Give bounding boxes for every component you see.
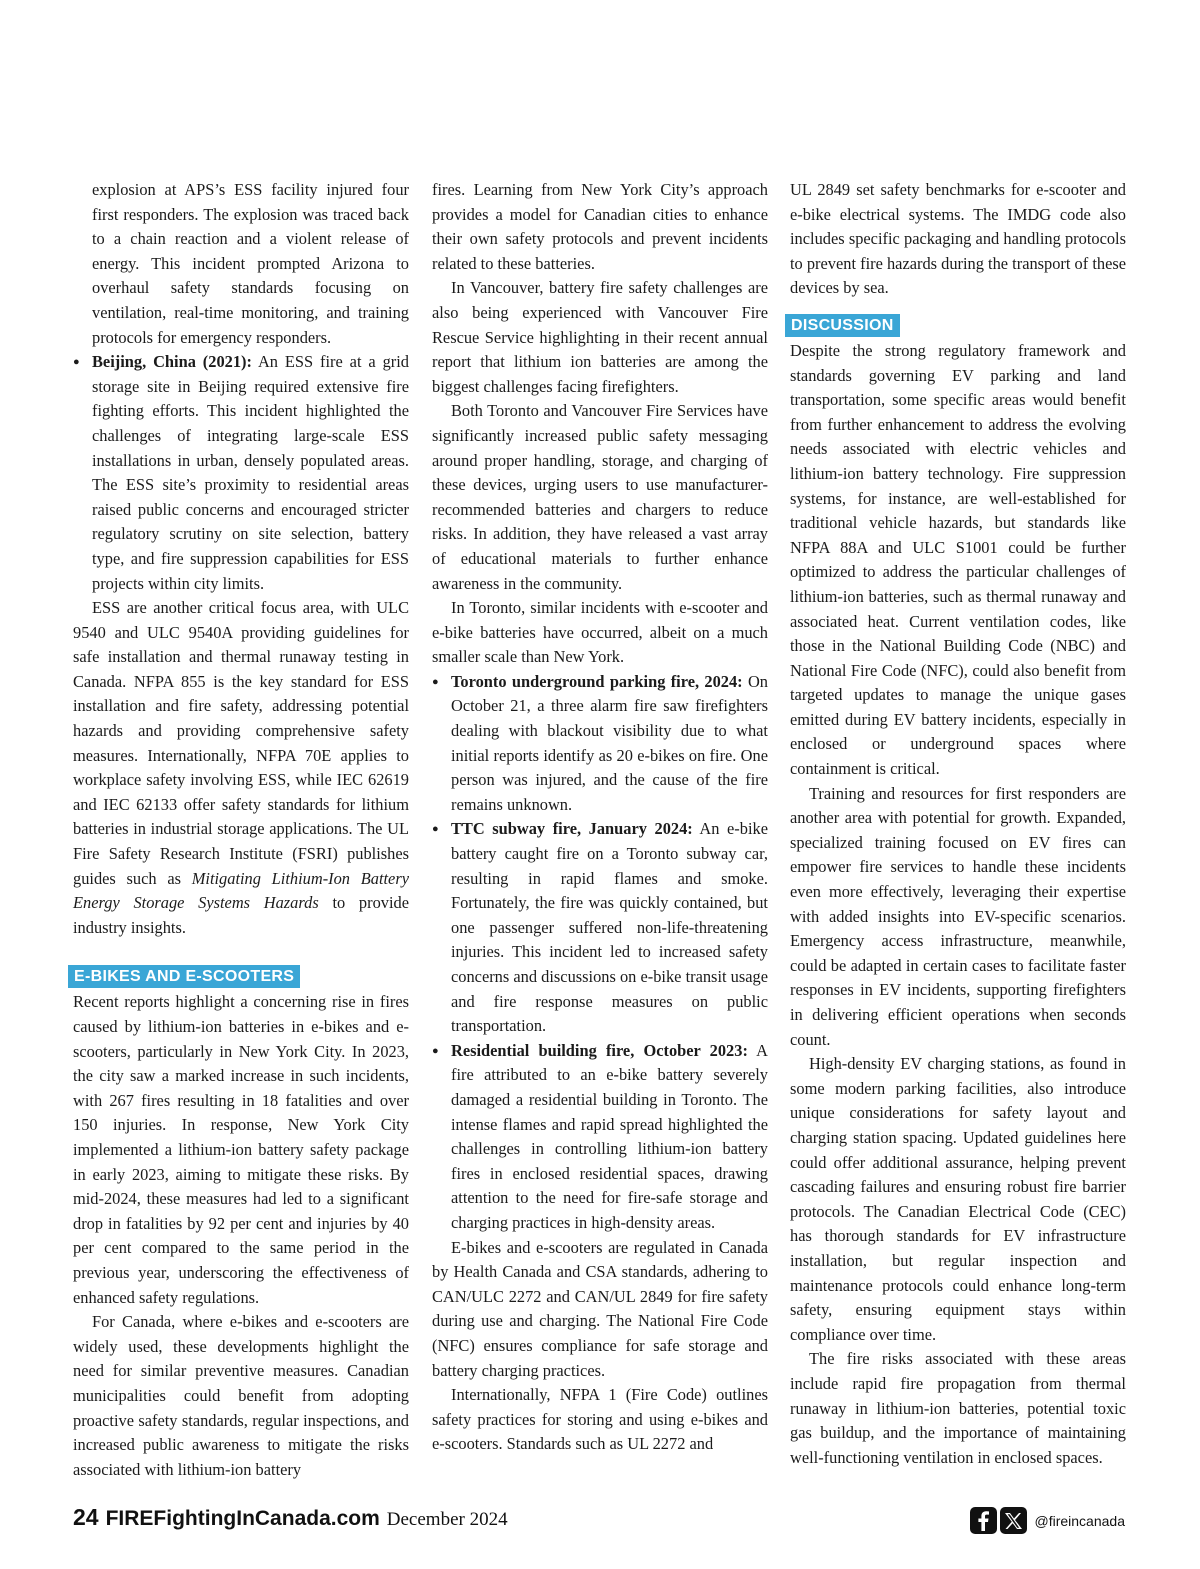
paragraph: For Canada, where e-bikes and e-scooters are widely used, these developments highlight the need for similar preventive measures. Canadian municipalities could benefit from adopting proactive safety standards, regular inspections, and increased public awareness to mitigate the risks associated with lithium-ion battery: [73, 1312, 409, 1479]
list-item-text: A fire attributed to an e-bike battery severely damaged a residential building in Toronto. The intense flames and rapid spread highlighted the challenges in controlling lithium-ion battery fires in enclosed residential spaces, drawing attention to the need for fire-safe storage and charging practices in high-density areas.: [451, 1040, 769, 1232]
paragraph: E-bikes and e-scooters are regulated in Canada by Health Canada and CSA standards, adhering to CAN/ULC 2272 and CAN/UL 2849 for fire safety during use and charging. The National Fire Code (NFC) ensures compliance for safe storage and battery charging practices.: [432, 1237, 768, 1380]
paragraph: Training and resources for first responders are another area with potential for growth. Expanded, specialized training focused on EV fires can empower fire services to handle these incidents even more effectively, leveraging their expertise with added insights into EV-specific scenarios. Emergency access infrastructure, meanwhile, could be adapted in certain cases to facilitate faster responses in EV incidents, supporting firefighters in delivering efficient operations when seconds count.: [790, 783, 1126, 1049]
column-1: [73, 178, 409, 1482]
incident-list: [73, 350, 409, 596]
paragraph: explosion at APS’s ESS facility injured four first responders. The explosion was traced back to a chain reaction and a violent release of energy. This incident prompted Arizona to overhaul safety standards focusing on ventilation, real-time monitoring, and training protocols for emergency responders.: [92, 180, 409, 347]
section-heading: E-BIKES AND E-SCOOTERS: [68, 965, 300, 988]
paragraph: UL 2849 set safety benchmarks for e-scooter and e-bike electrical systems. The IMDG code also includes specific packaging and handling protocols to prevent fire hazards during the transport of these devices by sea.: [790, 180, 1126, 298]
guide-title: Mitigating Lithium-Ion Battery Energy Storage Systems Hazards: [73, 868, 409, 913]
list-item: [73, 350, 409, 596]
section-heading: DISCUSSION: [785, 314, 900, 337]
paragraph: [73, 596, 409, 940]
issue-date: December 2024: [386, 1509, 508, 1530]
incident-list: [432, 670, 768, 1236]
social-handle[interactable]: @fireincanada: [1034, 1512, 1125, 1529]
paragraph: In Vancouver, battery fire safety challenges are also being experienced with Vancouver Fire Rescue Service highlighting in their recent annual report that lithium ion batteries are among the biggest challenges facing firefighters.: [432, 278, 768, 396]
site-link[interactable]: FIREFightingInCanada.com: [105, 1507, 380, 1530]
x-icon[interactable]: [1000, 1507, 1027, 1534]
list-item-text: An ESS fire at a grid storage site in Beijing required extensive fire fighting efforts. This incident highlighted the challenges of integrating large-scale ESS installations in urban, densely populated areas. The ESS site’s proximity to residential areas raised public concerns and encouraged stricter regulatory scrutiny on site selection, battery type, and fire suppression capabilities for ESS projects within city limits.: [92, 352, 409, 593]
list-item-title: Residential building fire, October 2023:: [451, 1040, 748, 1060]
paragraph: In Toronto, similar incidents with e-scooter and e-bike batteries have occurred, albeit on a much smaller scale than New York.: [432, 598, 768, 667]
list-item-text: An e-bike battery caught fire on a Toronto subway car, resulting in rapid flames and smoke. Fortunately, the fire was quickly contained, but one passenger suffered non-life-threatening injuries. This incident led to increased safety concerns and discussions on e-bike transit usage and fire response measures on public transportation.: [451, 819, 768, 1036]
paragraph: Despite the strong regulatory framework and standards governing EV parking and land transportation, some specific areas would benefit from further enhancement to address the evolving needs associated with electric vehicles and lithium-ion battery technology. Fire suppression systems, for instance, are well-established for traditional vehicle hazards, but standards like NFPA 88A and ULC S1001 could be further optimized to address the particular challenges of lithium-ion batteries, such as thermal runaway and associated heat. Current ventilation codes, like those in the National Building Code (NBC) and National Fire Code (NFC), could also benefit from targeted updates to manage the unique gases emitted during EV battery incidents, especially in enclosed or underground spaces where containment is critical.: [790, 340, 1126, 779]
column-2: [432, 178, 768, 1457]
paragraph-text: ESS are another critical focus area, with ULC 9540 and ULC 9540A providing guidelines for safe installation and thermal runaway testing in Canada. NFPA 855 is the key standard for ESS installation and fire safety, addressing potential hazards and providing comprehensive safety measures. Internationally, NFPA 70E applies to workplace safety involving ESS, while IEC 62619 and IEC 62133 offer safety standards for lithium batteries in industrial storage applications. The UL Fire Safety Research Institute (FSRI) publishes guides such as: [73, 598, 409, 888]
paragraph: Both Toronto and Vancouver Fire Services have significantly increased public safety messaging around proper handling, storage, and charging of these devices, urging users to use manufacturer-recommended batteries and chargers to reduce risks. In addition, they have released a vast array of educational materials to further enhance awareness in the community.: [432, 401, 768, 593]
social-links: [970, 1507, 1126, 1534]
list-item-text: On October 21, a three alarm fire saw firefighters dealing with blackout visibility due to what initial reports identify as 20 e-bikes on fire. One person was injured, and the cause of the fire remains unknown.: [451, 671, 768, 814]
list-item-title: TTC subway fire, January 2024:: [451, 819, 693, 839]
list-item: [432, 1039, 768, 1236]
list-item: [432, 817, 768, 1038]
list-item-title: Beijing, China (2021):: [92, 352, 252, 372]
page-number: 24: [73, 1504, 99, 1530]
paragraph-text: to provide industry insights.: [73, 893, 409, 937]
paragraph: Recent reports highlight a concerning rise in fires caused by lithium-ion batteries in e-bikes and e-scooters, particularly in New York City. In 2023, the city saw a marked increase in such incidents, with 267 fires resulting in 18 fatalities and over 150 injuries. In response, New York City implemented a lithium-ion battery safety package in early 2023, aiming to mitigate these risks. By mid-2024, these measures had led to a significant drop in fatalities by 92 per cent and injuries by 40 per cent compared to the same period in the previous year, underscoring the effectiveness of enhanced safety regulations.: [73, 992, 409, 1307]
facebook-icon[interactable]: [970, 1507, 997, 1534]
list-item-title: Toronto underground parking fire, 2024:: [451, 671, 743, 691]
paragraph: fires. Learning from New York City’s approach provides a model for Canadian cities to enhance their own safety protocols and prevent incidents related to these batteries.: [432, 180, 768, 273]
column-3: [790, 178, 1126, 1470]
paragraph: The fire risks associated with these areas include rapid fire propagation from thermal runaway in lithium-ion batteries, potential toxic gas buildup, and the importance of maintaining well-functioning ventilation in enclosed spaces.: [790, 1349, 1126, 1467]
page-footer: [73, 1504, 508, 1536]
paragraph: Internationally, NFPA 1 (Fire Code) outlines safety practices for storing and using e-bikes and e-scooters. Standards such as UL 2272 and: [432, 1385, 768, 1454]
list-item: [432, 670, 768, 818]
paragraph: High-density EV charging stations, as found in some modern parking facilities, also introduce unique considerations for safety layout and charging station spacing. Updated guidelines here could offer additional assurance, helping prevent cascading failures and ensuring robust fire barrier protocols. The Canadian Electrical Code (CEC) has thorough standards for EV infrastructure installation, but regular inspection and maintenance protocols could enhance long-term safety, ensuring equipment stays within compliance over time.: [790, 1054, 1126, 1344]
